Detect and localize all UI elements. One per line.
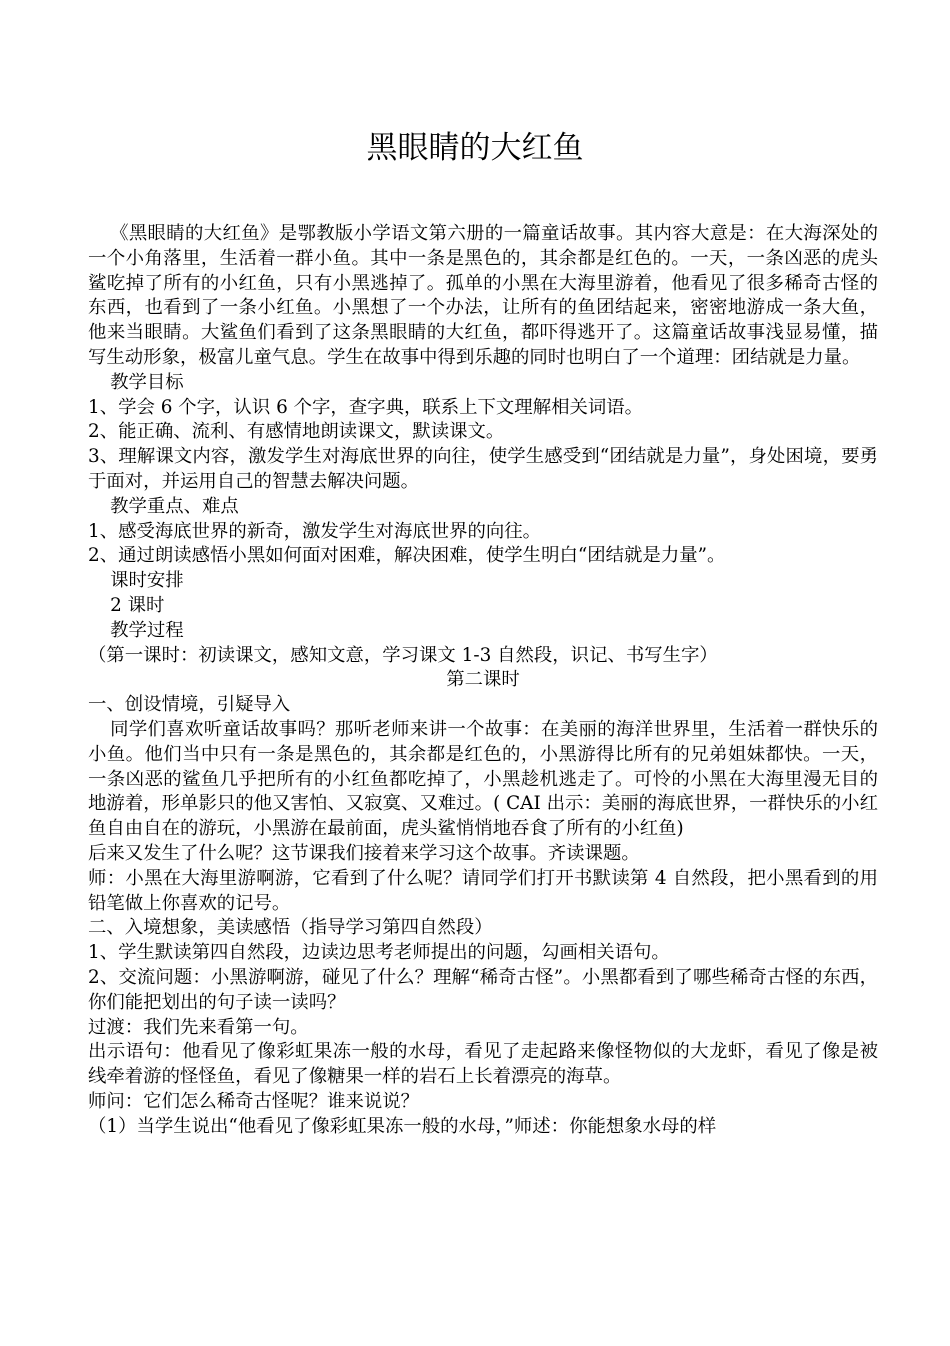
- sub-item-1: （1）当学生说出“他看见了像彩虹果冻一般的水母，”师述：你能想象水母的样: [88, 1115, 717, 1137]
- first-lesson-note: （第一课时：初读课文，感知文意，学习课文 1-3 自然段，识记、书写生字）: [88, 644, 718, 666]
- shown-sentence: 出示语句：他看见了像彩虹果冻一般的水母，看见了走起路来像怪物似的大龙虾，看见了像是被线牵着游的怪怪鱼，看见了像糖果一样的岩石上长着漂亮的海草。: [88, 1041, 878, 1088]
- goal-item-3: 3、理解课文内容，激发学生对海底世界的向往，使学生感受到“团结就是力量”，身处困境，要勇于面对，并运用自己的智慧去解决问题。: [88, 446, 878, 492]
- key-point-item-1: 1、感受海底世界的新奇，激发学生对海底世界的向往。: [88, 520, 542, 542]
- section-heading-schedule: 课时安排: [110, 570, 184, 592]
- transition-line: 过渡：我们先来看第一句。: [88, 1016, 309, 1038]
- step-item-2: 2、交流问题：小黑游啊游，碰见了什么？理解“稀奇古怪”。小黑都看到了哪些稀奇古怪的东西，你们能把划出的句子读一读吗？: [88, 966, 878, 1013]
- intro-paragraph: 《黑眼睛的大红鱼》是鄂教版小学语文第六册的一篇童话故事。其内容大意是：在大海深处的一个小角落里，生活着一群小鱼。其中一条是黑色的，其余都是红色的。一天，一条凶恶的虎头鲨吃掉了所有的小红鱼，只有小黑逃掉了。孤单的小黑在大海里游着，他看见了很多稀奇古怪的东西，也看到了一条小红鱼。小黑想了一个办法，让所有的鱼团结起来，密密地游成一条大鱼，他来当眼睛。大鲨鱼们看到了这条黑眼睛的大红鱼，都吓得逃开了。这篇童话故事浅显易懂，描写生动形象，极富儿童气息。学生在故事中得到乐趣的同时也明白了一个道理：团结就是力量。: [88, 223, 878, 368]
- goal-item-2: 2、能正确、流利、有感情地朗读课文，默读课文。: [88, 421, 505, 443]
- goal-item-1: 1、学会 6 个字，认识 6 个字，查字典，联系上下文理解相关词语。: [88, 396, 644, 418]
- section-heading-process: 教学过程: [110, 619, 184, 641]
- transition-paragraph: 后来又发生了什么呢？这节课我们接着来学习这个故事。齐读课题。: [88, 842, 640, 864]
- teacher-question: 师问：它们怎么稀奇古怪呢？谁来说说？: [88, 1090, 420, 1112]
- teacher-instruction: 师：小黑在大海里游啊游，它看到了什么呢？请同学们打开书默读第 4 自然段，把小黑看到的用铅笔做上你喜欢的记号。: [88, 867, 878, 914]
- second-lesson-heading: 第二课时: [446, 669, 520, 691]
- part-one-heading: 一、创设情境，引疑导入: [88, 694, 291, 716]
- section-heading-teaching-goals: 教学目标: [110, 371, 184, 393]
- schedule-value: 2 课时: [110, 594, 165, 616]
- story-paragraph: 同学们喜欢听童话故事吗？那听老师来讲一个故事：在美丽的海洋世界里，生活着一群快乐的小鱼。他们当中只有一条是黑色的，其余都是红色的，小黑游得比所有的兄弟姐妹都快。一天，一条凶恶的鲨鱼几乎把所有的小红鱼都吃掉了，小黑趁机逃走了。可怜的小黑在大海里漫无目的地游着，形单影只的他又害怕、又寂寞、又难过。( CAI 出示：美丽的海底世界，一群快乐的小红鱼自由自在的游玩，小黑游在最前面，虎头鲨悄悄地吞食了所有的小红鱼): [88, 718, 878, 840]
- document-title: 黑眼睛的大红鱼: [366, 130, 584, 166]
- part-two-heading: 二、入境想象，美读感悟（指导学习第四自然段）: [88, 917, 493, 939]
- step-item-1: 1、学生默读第四自然段，边读边思考老师提出的问题，勾画相关语句。: [88, 942, 670, 964]
- key-point-item-2: 2、通过朗读感悟小黑如何面对困难，解决困难，使学生明白“团结就是力量”。: [88, 545, 726, 567]
- section-heading-key-points: 教学重点、难点: [110, 495, 239, 517]
- document-body: [88, 222, 878, 1139]
